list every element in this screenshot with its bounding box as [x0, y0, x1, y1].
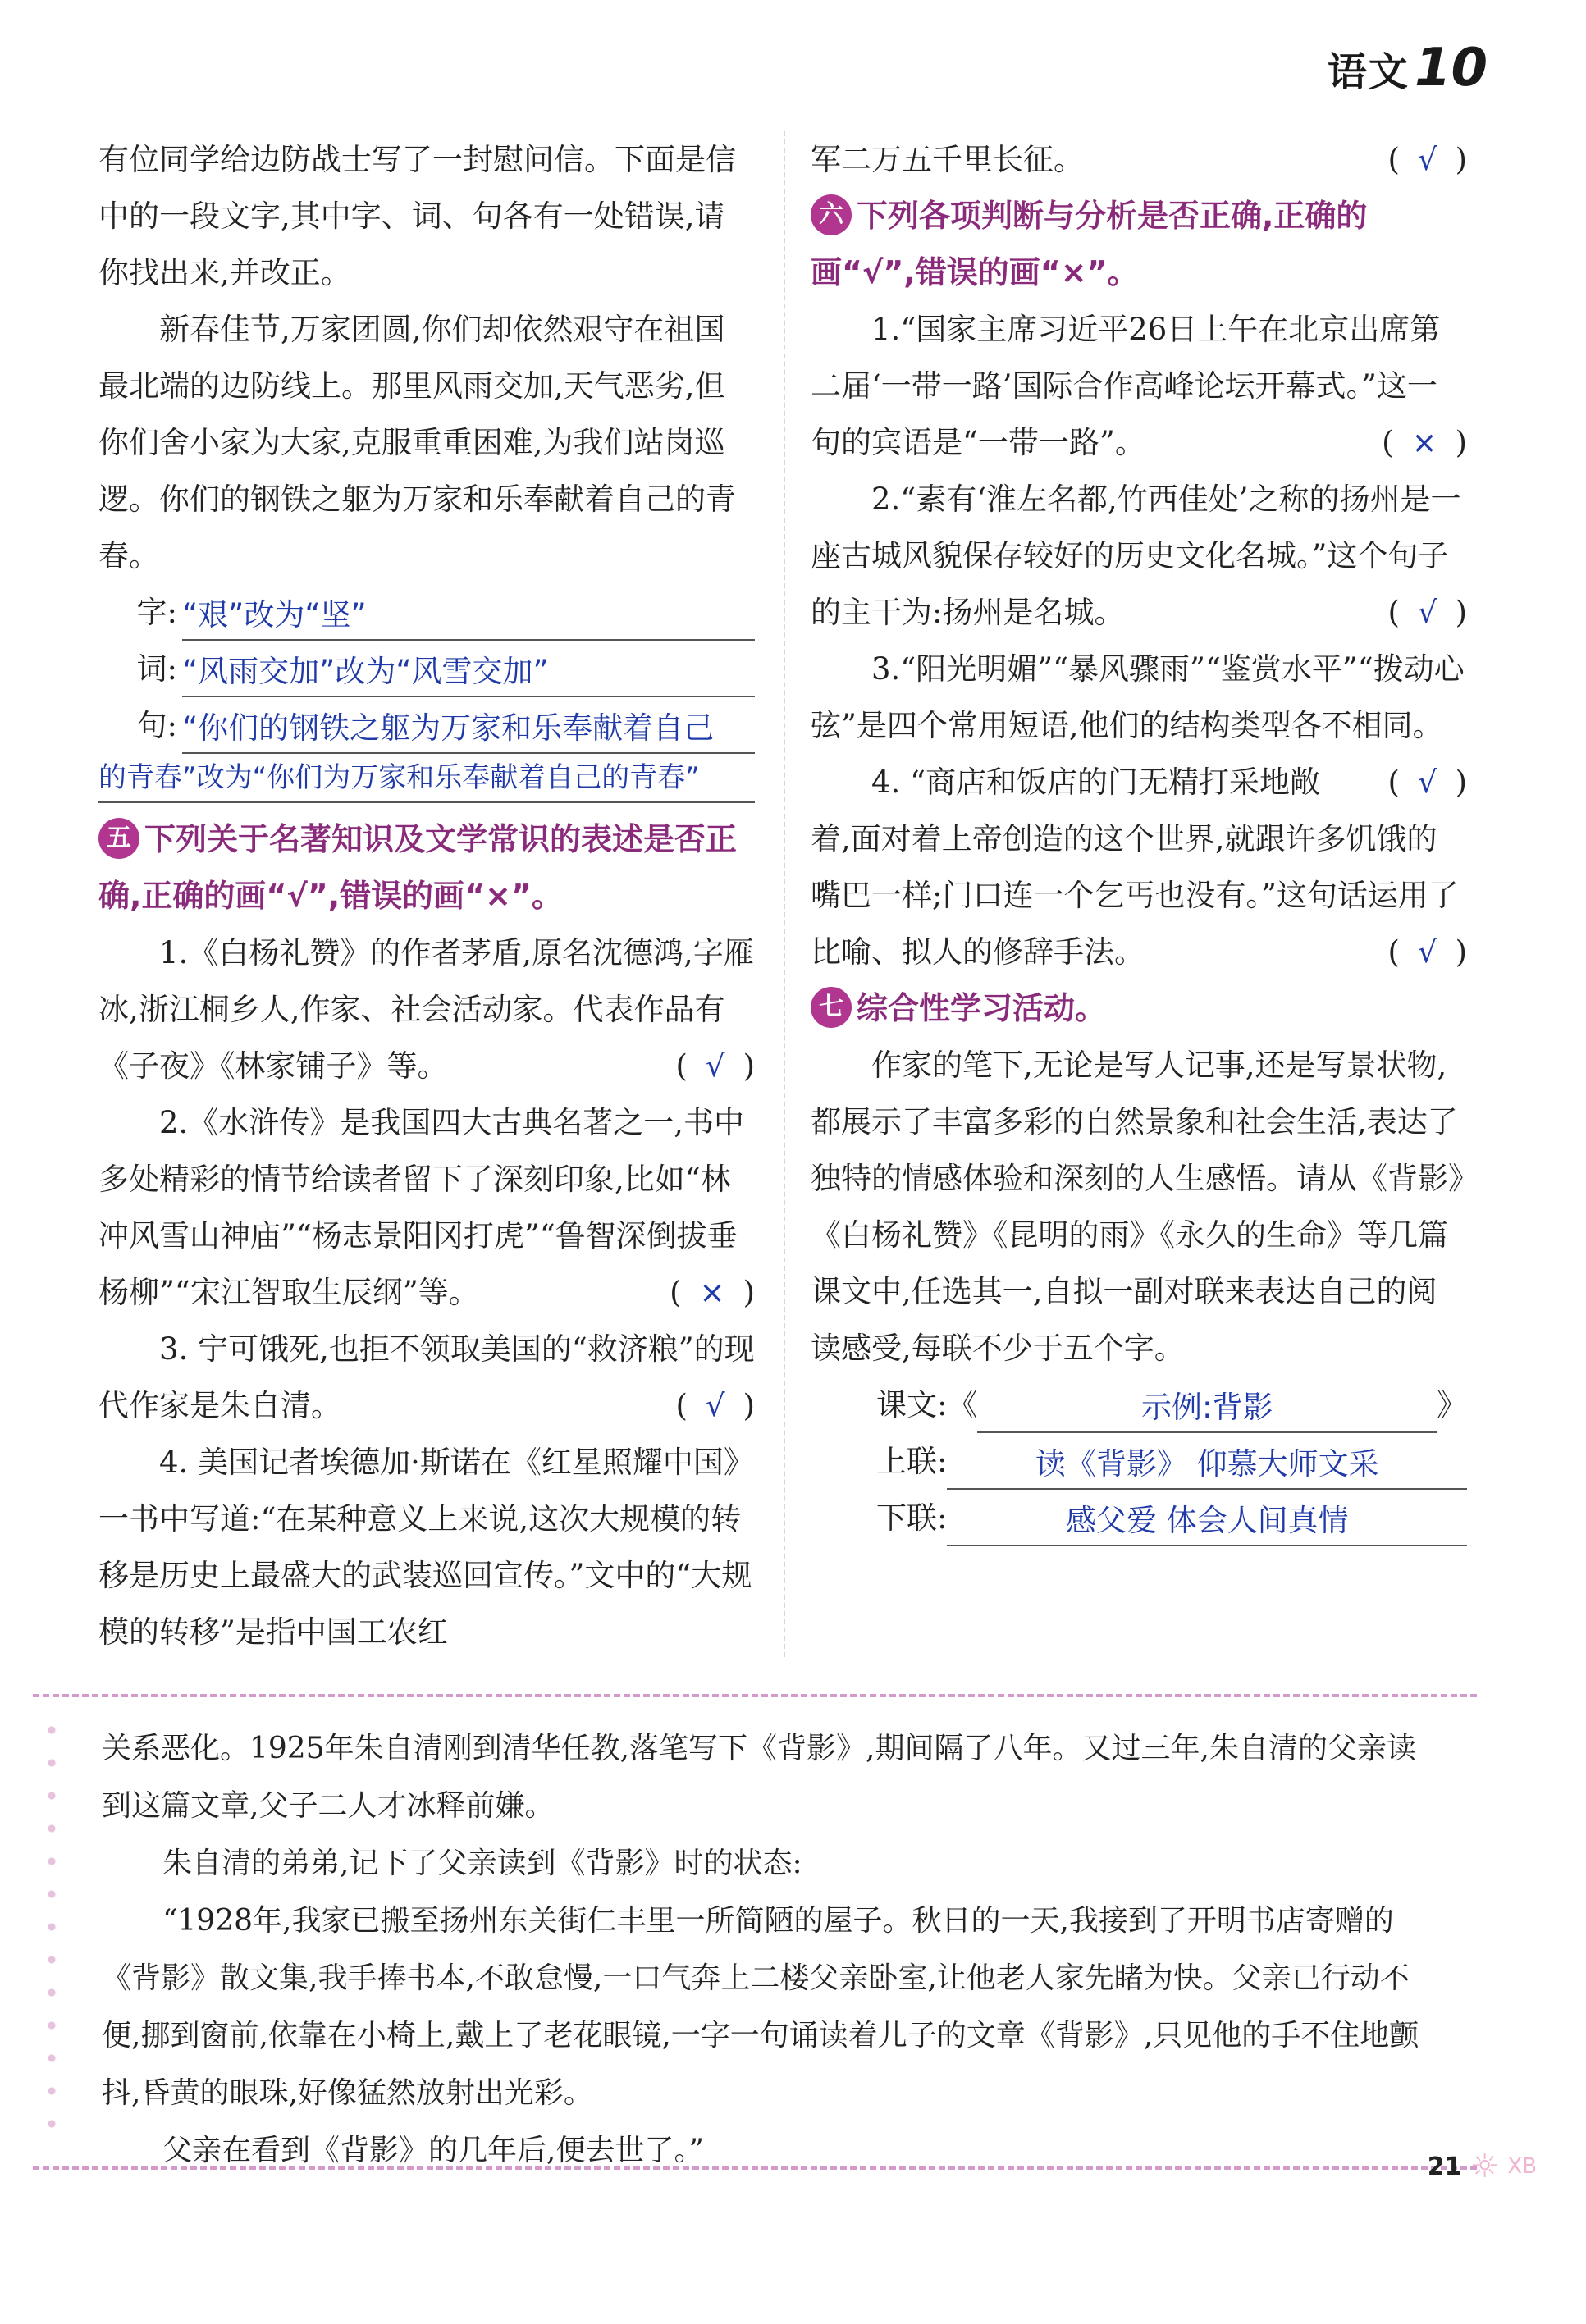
section-6-title — [811, 188, 1467, 301]
sec5-item-1 — [98, 925, 755, 1094]
ci-label: 词: — [136, 651, 177, 687]
ju-answer-1: “你们的钢铁之躯为万家和乐奉献着自己 — [182, 705, 755, 754]
sec5-item-2 — [98, 1094, 755, 1321]
section-6-text: 下列各项判断与分析是否正确,正确的画“√”,错误的画“×”。 — [811, 198, 1368, 290]
page-footer — [1428, 2148, 1537, 2185]
shanglian-row — [811, 1433, 1467, 1490]
shanglian-answer: 读《背影》 仰慕大师文采 — [947, 1441, 1467, 1490]
sec6-item-1 — [811, 301, 1467, 471]
sec6-item-3-text: 3.“阳光明媚”“暴风骤雨”“鉴赏水平”“拨动心弦”是四个常用短语,他们的结构类型各不相同。 — [811, 651, 1465, 743]
sec5-item-2-text: 2.《水浒传》是我国四大古典名著之一,书中多处精彩的情节给读者留下了深刻印象,比如“林冲风雪山神庙”“杨志景阳冈打虎”“鲁智深倒拔垂杨柳”“宋江智取生辰纲”等。 — [98, 1105, 745, 1310]
continued-mark: √ — [1417, 142, 1437, 177]
sec5-item-3-judge: ( √ ) — [675, 1388, 755, 1423]
ju-row-2 — [98, 754, 755, 803]
sec5-item-3-mark: √ — [705, 1388, 725, 1423]
sec6-item-1-mark: × — [1411, 425, 1437, 460]
sun-swirl-icon: ☼ — [1469, 2148, 1500, 2185]
reading-p2: 朱自清的弟弟,记下了父亲读到《背影》时的状态: — [162, 1847, 802, 1880]
sec6-item-4-text: 4. “商店和饭店的门无精打采地敞着,面对着上帝创造的这个世界,就跟许多饥饿的嘴巴一样;门口连一个乞丐也没有。”这句话运用了比喻、拟人的修辞手法。 — [811, 765, 1459, 970]
sec5-item-1-text: 1.《白杨礼赞》的作者茅盾,原名沈德鸿,字雁冰,浙江桐乡人,作家、社会活动家。代表作品有《子夜》《林家铺子》等。 — [98, 935, 754, 1084]
section-5-title — [98, 811, 755, 925]
sec5-item-3 — [98, 1321, 755, 1434]
section-7-text: 综合性学习活动。 — [857, 990, 1107, 1026]
reading-box — [33, 1694, 1477, 2170]
ju-row — [98, 697, 755, 754]
sec6-item-4-judge: ( √ ) — [1387, 934, 1467, 970]
continued-text: 军二万五千里长征。 — [811, 142, 1084, 177]
kewen-label: 课文:《 — [876, 1387, 978, 1422]
xialian-row — [811, 1490, 1467, 1546]
kewen-answer: 示例:背影 — [977, 1384, 1437, 1433]
sec6-item-2 — [811, 471, 1467, 641]
section-6-badge: 六 — [811, 194, 852, 235]
ju-answer-2: 的青春”改为“你们为万家和乐奉献着自己的青春” — [98, 754, 755, 803]
sec6-item-2-mark: √ — [1417, 595, 1437, 630]
subject-label: 语文 — [1327, 49, 1410, 95]
section-5-badge: 五 — [98, 818, 139, 859]
kewen-close: 》 — [1437, 1387, 1467, 1422]
sec5-item-2-judge: ( × ) — [670, 1275, 755, 1310]
sec6-item-3-judge: ( √ ) — [1387, 765, 1467, 800]
sec5-item-2-mark: × — [699, 1275, 725, 1310]
section-7-title — [811, 980, 1467, 1037]
sec5-item-4 — [98, 1434, 755, 1660]
unit-number: 10 — [1414, 38, 1488, 98]
zi-row — [98, 584, 755, 641]
sec5-item-4-text: 4. 美国记者埃德加·斯诺在《红星照耀中国》一书中写道:“在某种意义上来说,这次大规模的转移是历史上最盛大的武装巡回宣传。”文中的“大规模的转移”是指中国工农红 — [98, 1445, 754, 1650]
section-5-text: 下列关于名著知识及文学常识的表述是否正确,正确的画“√”,错误的画“×”。 — [98, 821, 738, 914]
sec6-item-1-text: 1.“国家主席习近平26日上午在北京出席第二届‘一带一路’国际合作高峰论坛开幕式。”这一句的宾语是“一带一路”。 — [811, 312, 1441, 460]
sec6-item-3 — [811, 641, 1467, 800]
left-column — [98, 131, 755, 1660]
ci-answer: “风雨交加”改为“风雪交加” — [182, 648, 755, 697]
zi-answer: “艰”改为“坚” — [182, 591, 755, 641]
right-column — [811, 131, 1467, 1546]
sec5-item-1-judge: ( √ ) — [675, 1048, 755, 1084]
sec6-item-2-text: 2.“素有‘淮左名都,竹西佳处’之称的扬州是一座古城风貌保存较好的历史文化名城。”这个句子的主干为:扬州是名城。 — [811, 482, 1461, 630]
notebook-binding-decoration — [39, 1714, 64, 2150]
sec5-item-3-text: 3. 宁可饿死,也拒不领取美国的“救济粮”的现代作家是朱自清。 — [98, 1331, 755, 1423]
intro-text: 有位同学给边防战士写了一封慰问信。下面是信中的一段文字,其中字、词、句各有一处错误,请你找出来,并改正。 — [98, 142, 736, 290]
reading-p3: “1928年,我家已搬至扬州东关街仁丰里一所简陋的屋子。秋日的一天,我接到了开明书店寄赠的《背影》散文集,我手捧书本,不敢怠慢,一口气奔上二楼父亲卧室,让他老人家先睹为快。父亲已行动不便,挪到窗前,依靠在小椅上,戴上了老花眼镜,一字一句诵读着儿子的文章《背影》,只见他的手不住地颤抖,昏黄的眼珠,好像猛然放射出光彩。 — [102, 1904, 1419, 2110]
xialian-label: 下联: — [876, 1500, 948, 1536]
sec6-item-3-mark: √ — [1417, 765, 1437, 800]
sec6-item-2-judge: ( √ ) — [1387, 595, 1467, 630]
sec6-item-4-mark: √ — [1417, 934, 1437, 970]
sec6-item-1-judge: ( × ) — [1382, 425, 1467, 460]
zi-label: 字: — [136, 595, 177, 630]
kewen-row — [811, 1377, 1467, 1433]
shanglian-label: 上联: — [876, 1444, 948, 1479]
column-divider — [784, 131, 785, 1657]
page-header — [1328, 38, 1488, 98]
edition-code: XB — [1507, 2154, 1537, 2179]
letter-text: 新春佳节,万家团圆,你们却依然艰守在祖国最北端的边防线上。那里风雨交加,天气恶劣,但你们舍小家为大家,克服重重困难,为我们站岗巡逻。你们的钢铁之躯为万家和乐奉献着自己的青春。 — [98, 312, 736, 573]
ci-row — [98, 641, 755, 697]
section-7-badge: 七 — [811, 987, 852, 1028]
continued-judge: ( √ ) — [1387, 142, 1467, 177]
sec5-item-1-mark: √ — [705, 1048, 725, 1084]
reading-p1: 关系恶化。1925年朱自清刚到清华任教,落笔写下《背影》,期间隔了八年。又过三年,朱自清的父亲读到这篇文章,父子二人才冰释前嫌。 — [102, 1732, 1416, 1823]
continued-item — [811, 131, 1467, 188]
ju-label: 句: — [136, 708, 177, 743]
page-number: 21 — [1427, 2152, 1462, 2181]
reading-p4: 父亲在看到《背影》的几年后,便去世了。” — [162, 2134, 704, 2167]
sec7-prompt: 作家的笔下,无论是写人记事,还是写景状物,都展示了丰富多彩的自然景象和社会生活,表达了独特的情感体验和深刻的人生感悟。请从《背影》《白杨礼赞》《昆明的雨》《永久的生命》等几篇课文中,任选其一,自拟一副对联来表达自己的阅读感受,每联不少于五个字。 — [811, 1048, 1464, 1366]
xialian-answer: 感父爱 体会人间真情 — [947, 1497, 1467, 1546]
